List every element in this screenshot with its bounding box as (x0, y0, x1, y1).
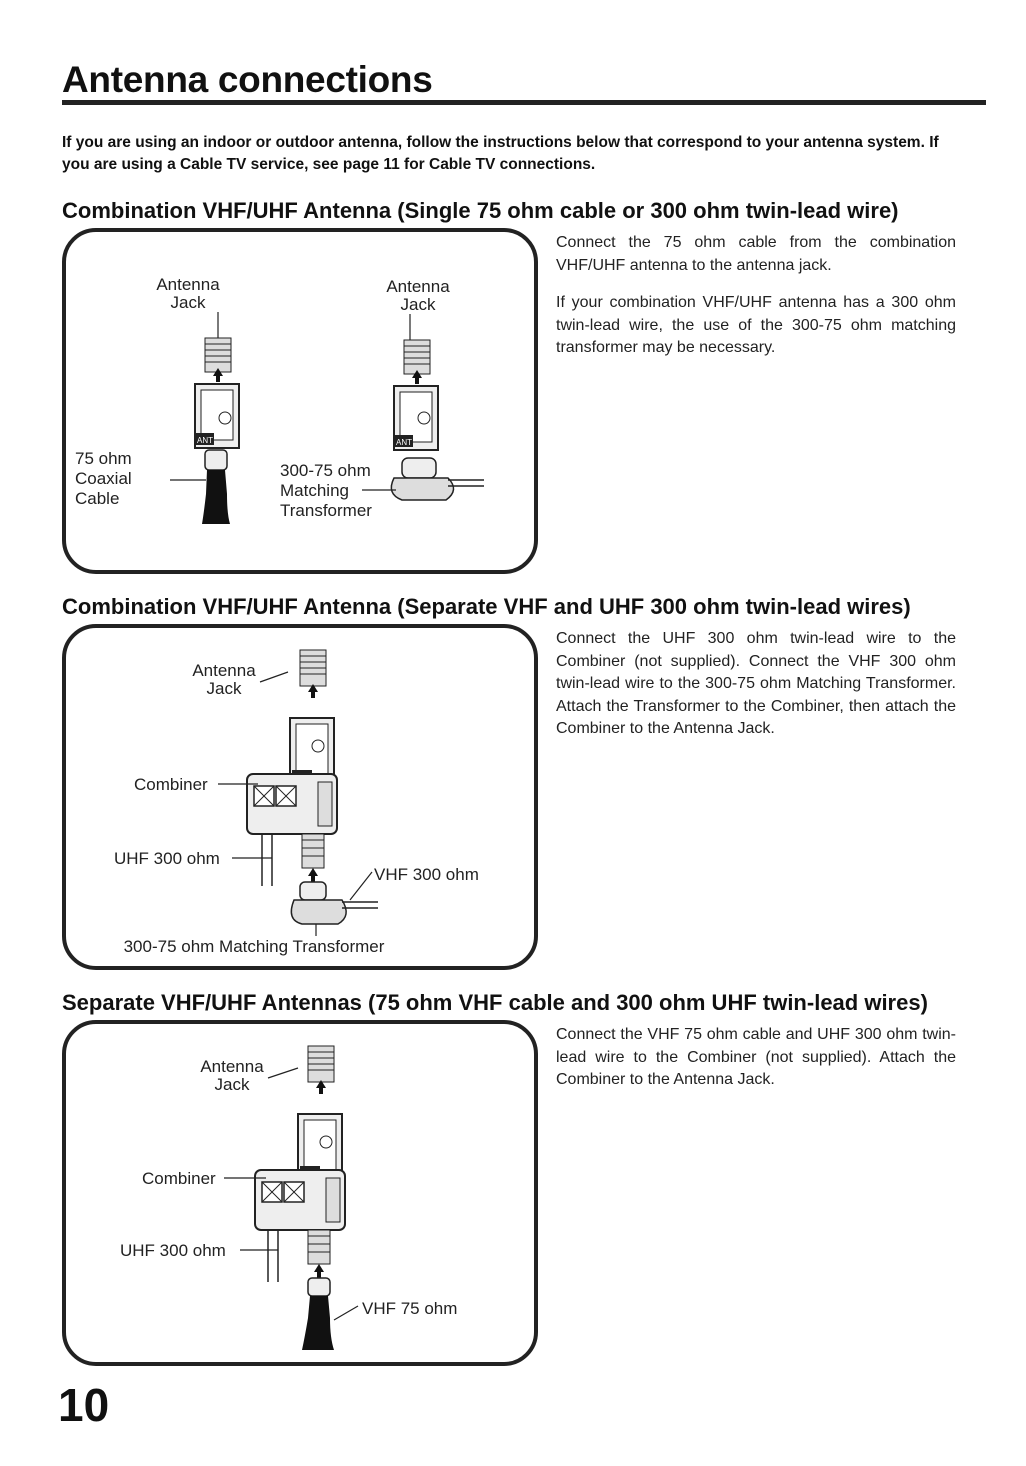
label-uhf: UHF 300 ohm (120, 1241, 226, 1260)
label-vhf: VHF 75 ohm (362, 1299, 458, 1318)
intro-text: If you are using an indoor or outdoor antenna, follow the instructions below that correspond to your antenna system. If you are using a Cable TV service, see page 11 for Cable TV connections. (62, 134, 939, 173)
label-uhf: UHF 300 ohm (114, 849, 220, 868)
coaxial-cable-icon (302, 1278, 334, 1350)
section1-description (556, 232, 956, 375)
section1-para2: If your combination VHF/UHF antenna has a 300 ohm twin-lead wire, the use of the 300-75 ohm matching transformer may be necessary. (556, 294, 956, 356)
label-coax: Cable (75, 489, 120, 508)
label-combiner: Combiner (142, 1169, 216, 1188)
label-antenna: Antenna (200, 1057, 264, 1076)
ant-tag: ANT (396, 438, 412, 447)
section1-figure (62, 228, 538, 574)
section3-heading: Separate VHF/UHF Antennas (75 ohm VHF cable and 300 ohm UHF twin-lead wires) (62, 990, 928, 1015)
page-title: Antenna connections (62, 59, 433, 100)
label-coax: 75 ohm (75, 449, 132, 468)
antenna-jack-icon (394, 340, 438, 450)
label-jack: Jack (170, 293, 206, 312)
section2-para1: Connect the UHF 300 ohm twin-lead wire to the Combiner (not supplied). Connect the VHF 300 ohm twin-lead wire to the 300-75 ohm Matching Transformer. Attach the Transformer to the Combiner, then attach the Combiner to the Antenna Jack. (556, 630, 956, 737)
label-matching: 300-75 ohm (280, 461, 371, 480)
label-jack: Jack (214, 1075, 250, 1094)
section1-heading: Combination VHF/UHF Antenna (Single 75 ohm cable or 300 ohm twin-lead wire) (62, 198, 899, 223)
combiner-icon (255, 1170, 345, 1282)
title-rule (62, 100, 986, 105)
combiner-icon (247, 774, 337, 886)
ant-tag: ANT (197, 436, 213, 445)
coaxial-cable-icon (202, 450, 230, 524)
matching-transformer-icon (391, 458, 484, 500)
label-antenna: Antenna (386, 277, 450, 296)
label-combiner: Combiner (134, 775, 208, 794)
section3-figure (62, 1020, 538, 1366)
antenna-jack-icon (298, 1046, 342, 1178)
section2-figure (62, 624, 538, 970)
label-transformer: 300-75 ohm Matching Transformer (123, 937, 385, 956)
label-antenna: Antenna (156, 275, 220, 294)
figure-frame (64, 230, 536, 572)
label-vhf: VHF 300 ohm (374, 865, 479, 884)
label-matching: Transformer (280, 501, 372, 520)
section3-para1: Connect the VHF 75 ohm cable and UHF 300 ohm twin-lead wire to the Combiner (not supplied). Attach the Combiner to the Antenna Jack. (556, 1026, 956, 1088)
label-antenna: Antenna (192, 661, 256, 680)
antenna-jack-icon (195, 338, 239, 448)
section2-heading: Combination VHF/UHF Antenna (Separate VHF and UHF 300 ohm twin-lead wires) (62, 594, 911, 619)
label-jack: Jack (206, 679, 242, 698)
label-jack: Jack (400, 295, 436, 314)
section3-description (556, 1024, 956, 1107)
section1-para1: Connect the 75 ohm cable from the combination VHF/UHF antenna to the antenna jack. (556, 234, 956, 274)
label-coax: Coaxial (75, 469, 132, 488)
section2-description (556, 628, 956, 756)
antenna-jack-icon (290, 650, 334, 782)
label-matching: Matching (280, 481, 349, 500)
matching-transformer-icon (291, 882, 378, 924)
page-number: 10 (58, 1379, 110, 1431)
